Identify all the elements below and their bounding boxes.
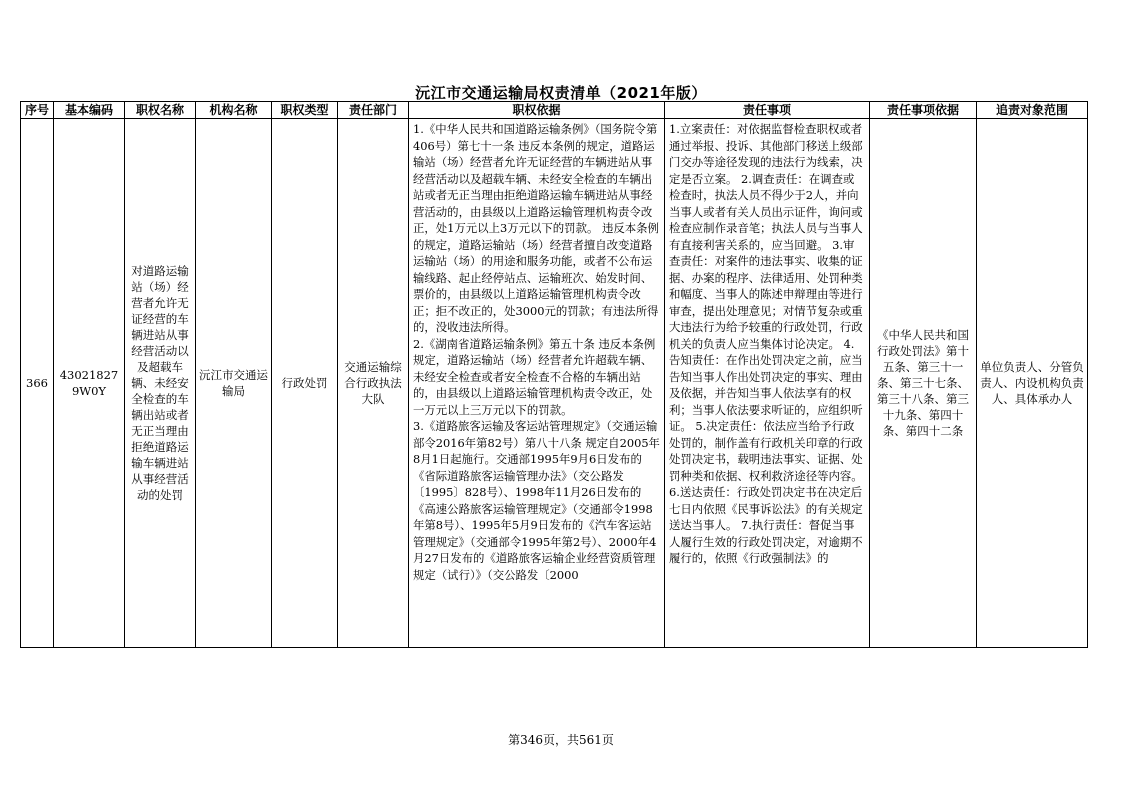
cell-department: 交通运输综合行政执法大队 <box>338 119 409 648</box>
table-row <box>21 119 1088 648</box>
cell-org-name: 沅江市交通运输局 <box>196 119 272 648</box>
cell-code: 430218279W0Y <box>54 119 125 648</box>
cell-basis <box>409 119 665 648</box>
header-power-name: 职权名称 <box>125 102 196 119</box>
cell-duty-basis: 《中华人民共和国行政处罚法》第十五条、第三十一条、第三十七条、第三十八条、第三十九条、第四十条、第四十二条 <box>870 119 977 648</box>
header-department: 责任部门 <box>338 102 409 119</box>
powers-table <box>20 101 1088 648</box>
header-duties: 责任事项 <box>665 102 870 119</box>
cell-seq: 366 <box>21 119 54 648</box>
duties-text: 1.立案责任：对依据监督检查职权或者通过举报、投诉、其他部门移送上级部门交办等途径发现的违法行为线索，决定是否立案。 2.调查责任：在调查或检查时，执法人员不得少于2人，并向当事人或者有关人员出示证件，询问或检查应制作录音笔；执法人员与当事人有直接利害关系的，应当回避。 3.审查责任：对案件的违法事实、收集的证据、办案的程序、法律适用、处罚种类和幅度、当事人的陈述申辩理由等进行审查，提出处理意见；对情节复杂或重大违法行为给予较重的行政处罚，行政机关的负责人应当集体讨论决定。 4.告知责任：在作出处罚决定之前，应当告知当事人作出处罚决定的事实、理由及依据，并告知当事人依法享有的权利；当事人依法要求听证的，应组织听证。 5.决定责任：依法应当给予行政处罚的，制作盖有行政机关印章的行政处罚决定书，载明违法事实、证据、处罚种类和依据、权利救济途径等内容。 6.送达责任：行政处罚决定书在决定后七日内依照《民事诉讼法》的有关规定送达当事人。 7.执行责任：督促当事人履行生效的行政处罚决定，对逾期不履行的，依照《行政强制法》的 <box>669 122 863 565</box>
basis-item: 2.《湖南省道路运输条例》第五十条 违反本条例规定，道路运输站（场）经营者允许超载车辆、未经安全检查或者安全检查不合格的车辆出站的，由县级以上道路运输管理机构责令改正，处一万元以上三万元以下的罚款。 <box>413 336 656 417</box>
header-power-type: 职权类型 <box>272 102 338 119</box>
header-seq: 序号 <box>21 102 54 119</box>
cell-duties <box>665 119 870 648</box>
page-title: 沅江市交通运输局权责清单（2021年版） <box>415 84 707 102</box>
cell-power-name: 对道路运输站（场）经营者允许无证经营的车辆进站从事经营活动以及超载车辆、未经安全检查的车辆出站或者无正当理由拒绝道路运输车辆进站从事经营活动的处罚 <box>125 119 196 648</box>
header-duty-basis: 责任事项依据 <box>870 102 977 119</box>
header-accountable: 追责对象范围 <box>977 102 1088 119</box>
cell-accountable: 单位负责人、分管负责人、内设机构负责人、具体承办人 <box>977 119 1088 648</box>
basis-item: 3.《道路旅客运输及客运站管理规定》（交通运输部令2016年第82号）第八十八条 规定自2005年8月1日起施行。交通部1995年9月6日发布的《省际道路旅客运输管理办法》（交公路发〔1995〕828号）、1998年11月26日发布的《高速公路旅客运输管理规定》（交通部令1998年第8号）、1995年5月9日发布的《汽车客运站管理规定》（交通部令1995年第2号）、2000年4月27日发布的《道路旅客运输企业经营资质管理规定（试行）》（交公路发〔2000 <box>413 419 660 582</box>
header-code: 基本编码 <box>54 102 125 119</box>
header-basis: 职权依据 <box>409 102 665 119</box>
cell-power-type: 行政处罚 <box>272 119 338 648</box>
page-footer: 第346页，共561页 <box>508 733 614 747</box>
basis-item: 1.《中华人民共和国道路运输条例》（国务院令第406号）第七十一条 违反本条例的规定，道路运输站（场）经营者允许无证经营的车辆进站从事经营活动以及超载车辆、未经安全检查的车辆出站或者无正当理由拒绝道路运输车辆进站从事经营活动的，由县级以上道路运输管理机构责令改正，处1万元以上3万元以下的罚款。 违反本条例的规定，道路运输站（场）经营者擅自改变道路运输站（场）的用途和服务功能，或者不公布运输线路、起止经停站点、运输班次、始发时间、票价的，由县级以上道路运输管理机构责令改正；拒不改正的，处3000元的罚款；有违法所得的，没收违法所得。 <box>413 122 659 334</box>
header-org-name: 机构名称 <box>196 102 272 119</box>
table-header-row <box>21 102 1088 119</box>
